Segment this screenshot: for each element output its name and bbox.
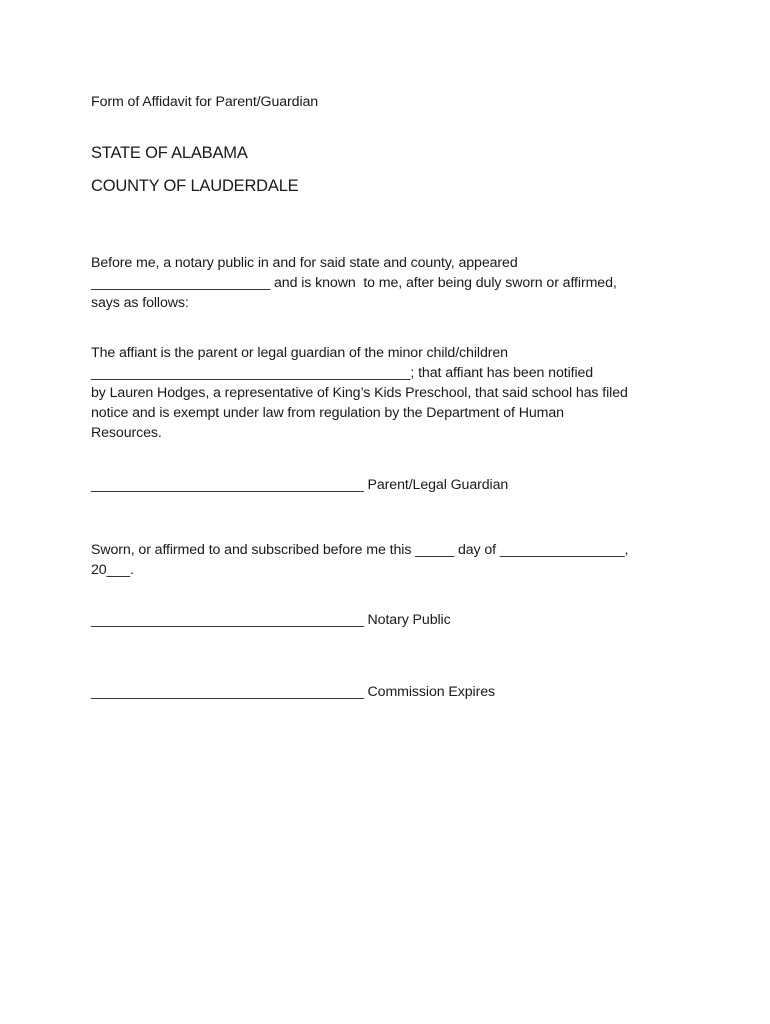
parent-signature-line: ___________________________________ Parent/Legal Guardian [91, 477, 509, 493]
state-heading: STATE OF ALABAMA [91, 144, 248, 162]
notary-signature-line: ___________________________________ Notary Public [91, 612, 451, 628]
sworn-line1: Sworn, or affirmed to and subscribed before me this _____ day of ________________, [91, 542, 629, 558]
paragraph2-line2: _________________________________________; that affiant has been notified [91, 365, 594, 381]
commission-expires-line: ___________________________________ Commission Expires [91, 684, 496, 700]
paragraph1-line1: Before me, a notary public in and for said state and county, appeared [91, 255, 518, 271]
county-heading: COUNTY OF LAUDERDALE [91, 177, 299, 195]
paragraph1-line3: says as follows: [91, 295, 189, 311]
paragraph2-line4: notice and is exempt under law from regulation by the Department of Human [91, 405, 564, 421]
paragraph2-line5: Resources. [91, 425, 162, 441]
sworn-line2: 20___. [91, 562, 134, 578]
paragraph2-line3: by Lauren Hodges, a representative of King’s Kids Preschool, that said school has filed [91, 385, 628, 401]
form-title: Form of Affidavit for Parent/Guardian [91, 94, 319, 110]
paragraph1-line2: _______________________ and is known to me, after being duly sworn or affirmed, [91, 275, 617, 291]
paragraph2-line1: The affiant is the parent or legal guardian of the minor child/children [91, 345, 508, 361]
